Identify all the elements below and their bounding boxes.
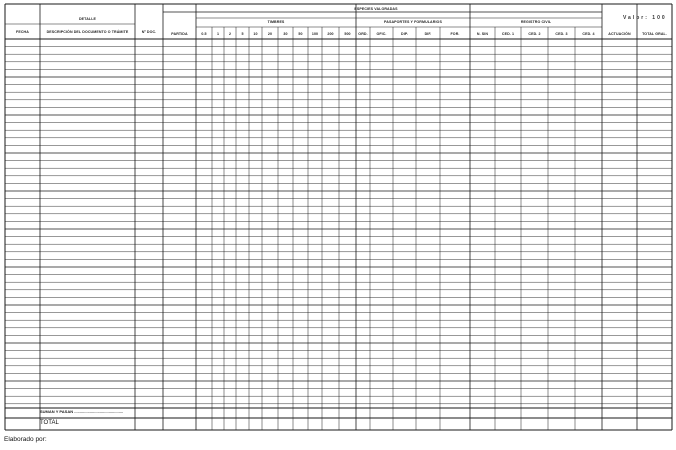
- timbre-denomination-3: 5: [241, 32, 244, 36]
- timbre-denomination-2: 2: [228, 32, 232, 36]
- timbre-denomination-5: 20: [267, 32, 273, 36]
- timbre-denomination-7: 50: [298, 32, 303, 36]
- detalle-heading: DETALLE: [78, 17, 96, 21]
- timbre-denomination-8: 100: [311, 32, 319, 36]
- timbre-denomination-4: 10: [253, 32, 258, 36]
- pasaporte-column-2: DIP.: [401, 32, 408, 36]
- timbre-denomination-1: 1: [216, 32, 220, 36]
- especies-valoradas-heading: ESPECIES VALORADAS: [354, 6, 398, 11]
- total-label: TOTAL: [40, 420, 59, 426]
- registro-civil-heading: REGISTRO CIVIL: [520, 20, 552, 24]
- fecha-column-header: FECHA: [16, 30, 29, 34]
- pasaporte-column-0: ORD.: [358, 32, 368, 36]
- descripcion-column-header: DESCRIPCIÓN DEL DOCUMENTO O TRÁMITE: [46, 30, 129, 34]
- timbre-denomination-0: 0.5: [201, 32, 207, 36]
- registro-column-4: CED. 4: [582, 32, 595, 36]
- partida-column-header: PARTIDA: [171, 32, 188, 36]
- registro-column-0: N. SIN: [476, 32, 489, 36]
- timbre-denomination-6: 30: [283, 32, 288, 36]
- registro-column-1: CED. 1: [501, 32, 515, 36]
- pasaporte-column-1: OFIC.: [376, 32, 387, 36]
- total-gral-column-header: TOTAL GRAL.: [642, 32, 667, 36]
- suman-pasan-label: SUMAN Y PASAN ............................................: [40, 409, 124, 414]
- timbres-heading: TIMBRES: [267, 20, 285, 24]
- timbre-denomination-10: 500: [344, 32, 351, 36]
- registro-column-2: CED. 2: [528, 32, 541, 36]
- timbre-denomination-9: 200: [327, 32, 334, 36]
- ledger-grid: [5, 4, 672, 430]
- suman-pasan-text: SUMAN Y PASAN: [40, 409, 74, 414]
- num-doc-column-header: Nº DOC.: [141, 30, 157, 34]
- pasaportes-heading: PASAPORTES Y FORMULARIOS: [384, 20, 442, 24]
- actuacion-column-header: ACTUACIÓN: [608, 32, 631, 36]
- pasaporte-column-3: DIF.: [424, 32, 432, 36]
- registro-column-3: CED. 3: [555, 32, 568, 36]
- elaborado-por-label: Elaborado por:: [4, 436, 47, 443]
- valor-label: Valor: 100: [623, 15, 667, 21]
- pasaporte-column-4: FOR.: [450, 32, 460, 36]
